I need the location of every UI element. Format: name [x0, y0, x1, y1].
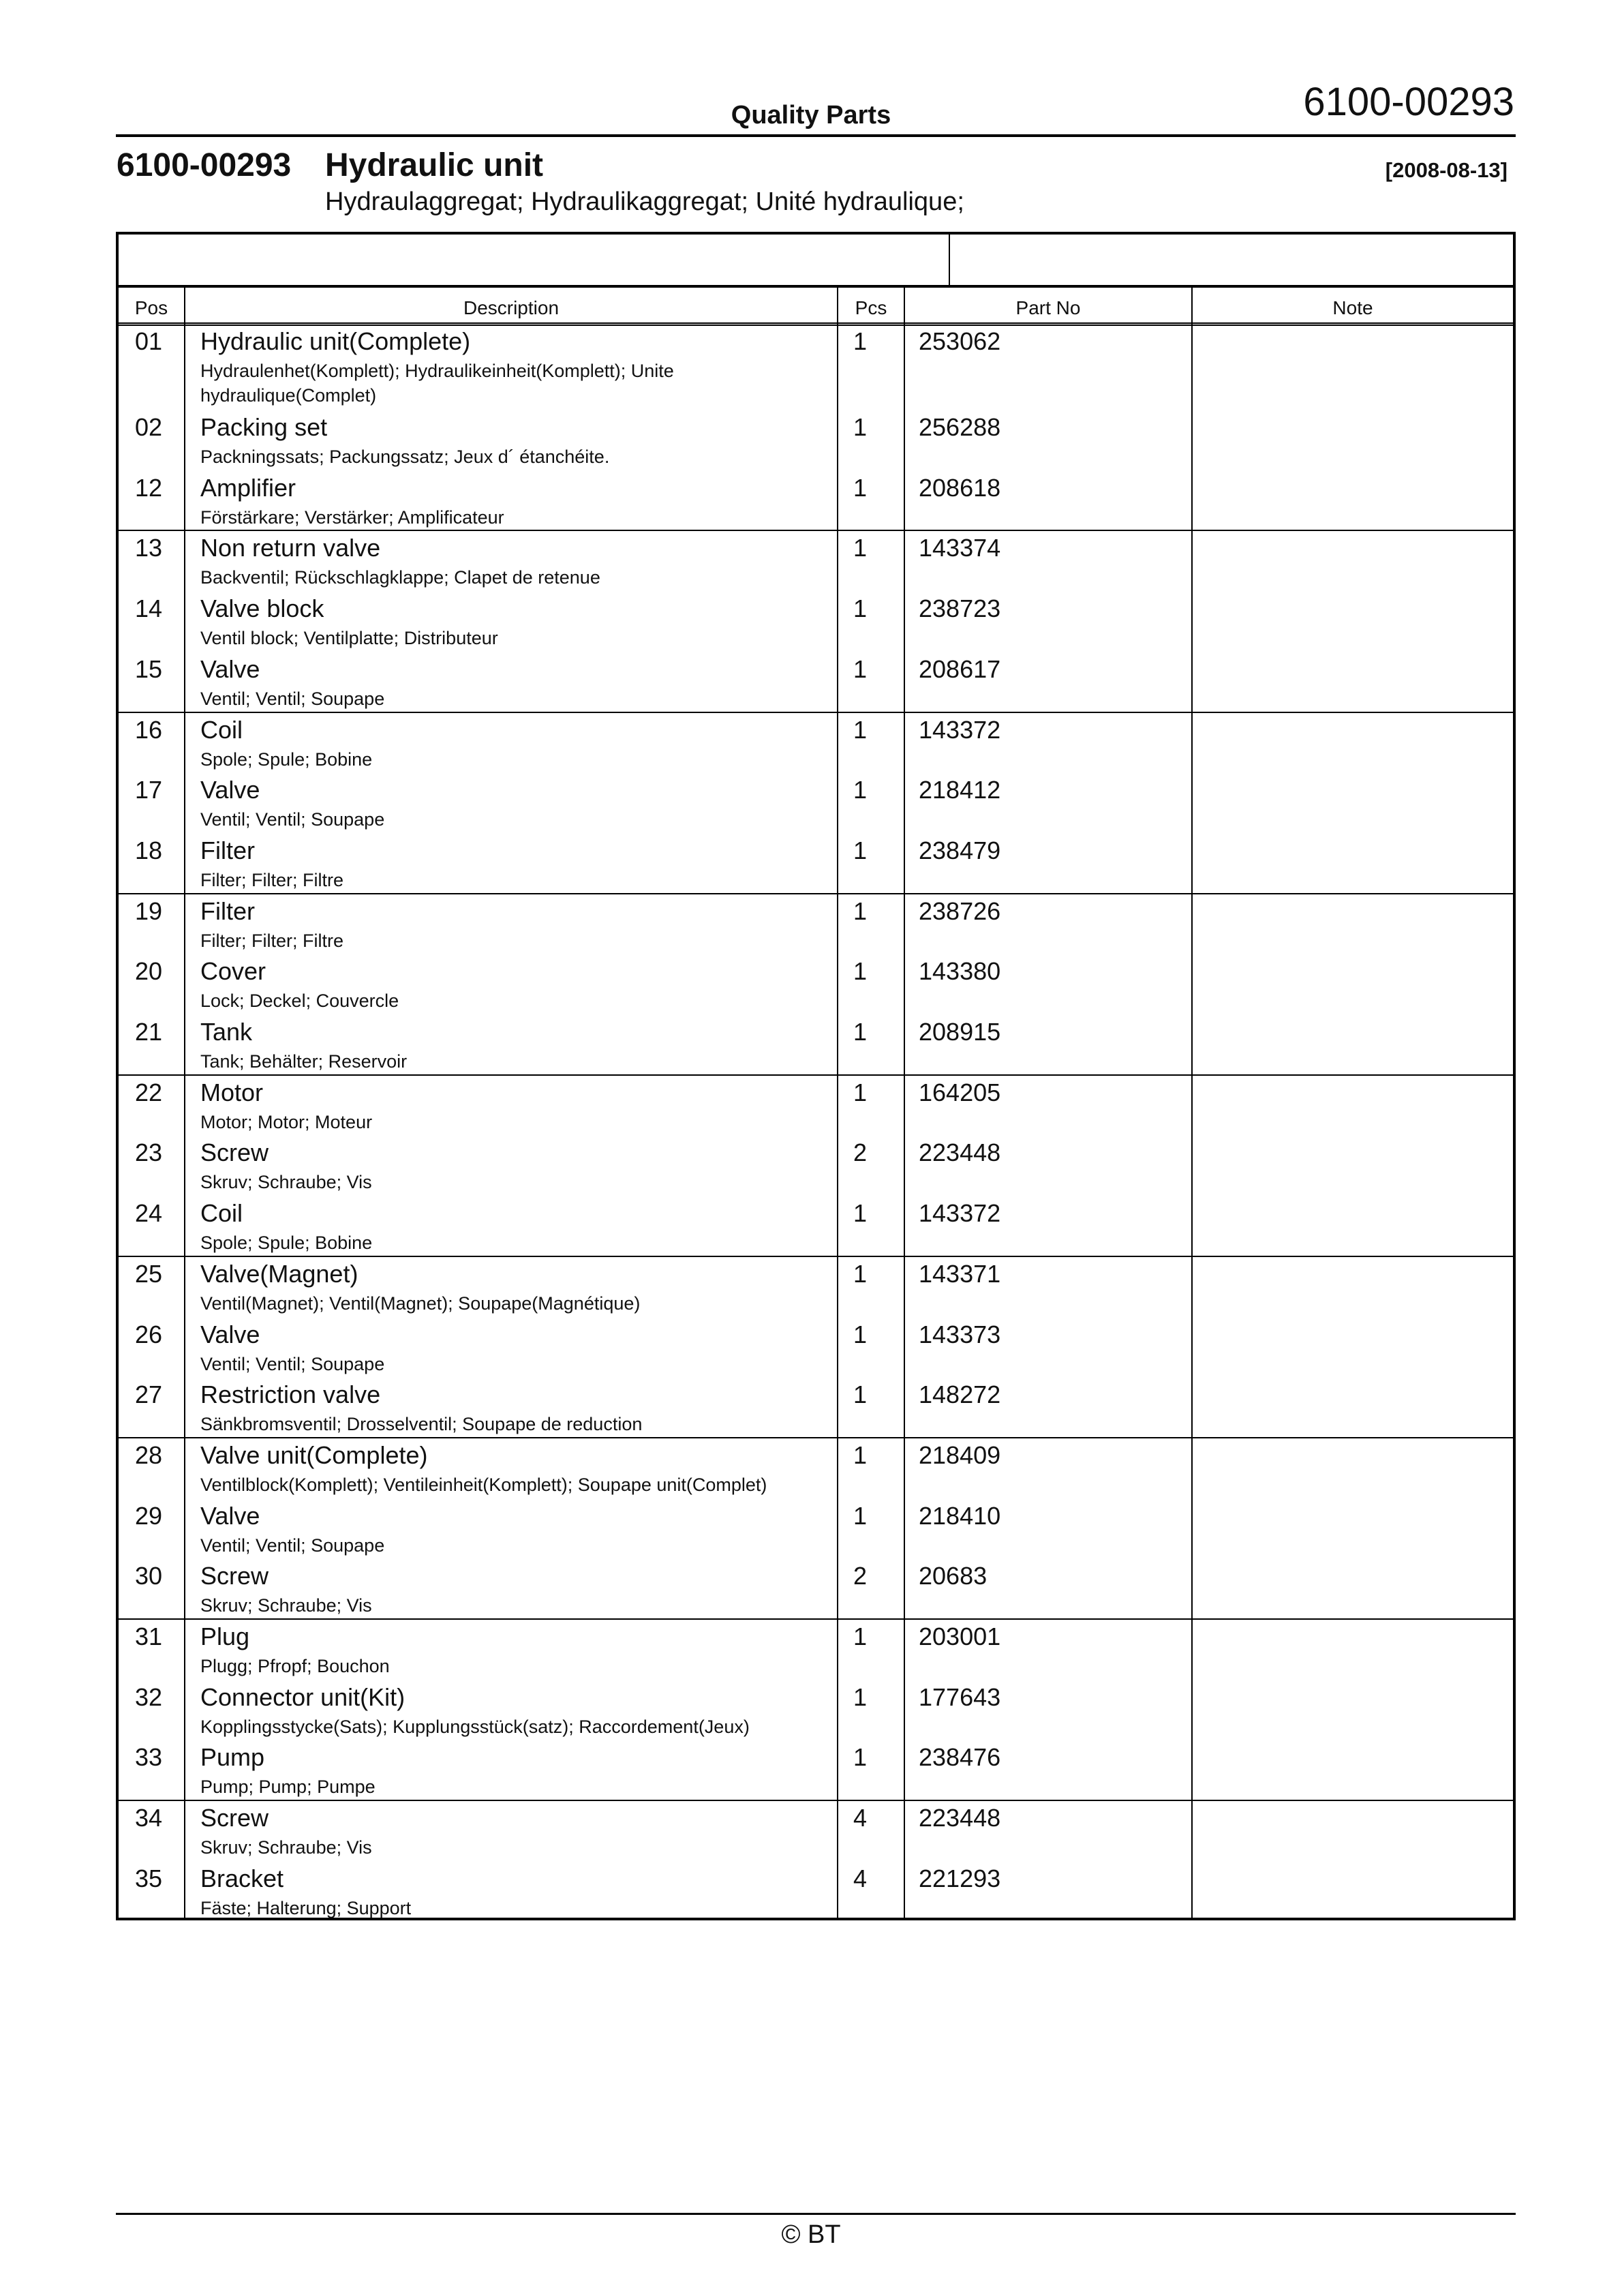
row-part-no: 218409	[919, 1440, 1001, 1469]
group-divider	[119, 893, 1513, 894]
assembly-number: 6100-00293	[117, 147, 292, 183]
row-part-no: 208915	[919, 1018, 1001, 1046]
row-part-no: 238723	[919, 594, 1001, 623]
row-description: Pump	[200, 1743, 265, 1772]
row-pos: 28	[135, 1440, 163, 1469]
page-header-title: Quality Parts	[731, 101, 891, 130]
footer-rule	[116, 2213, 1516, 2215]
row-translations: Ventilblock(Komplett); Ventileinheit(Komplett); Soupape unit(Complet)	[200, 1474, 767, 1495]
row-part-no: 143372	[919, 715, 1001, 744]
row-part-no: 256288	[919, 413, 1001, 441]
row-pos: 20	[135, 957, 163, 986]
row-translations: Skruv; Schraube; Vis	[200, 1837, 372, 1858]
column-header-row	[119, 285, 1513, 326]
row-translations: Packningssats; Packungssatz; Jeux d´ étanchéite.	[200, 447, 610, 467]
table-row	[119, 1016, 1513, 1076]
row-translations: Förstärkare; Verstärker; Amplificateur	[200, 507, 504, 528]
table-row	[119, 896, 1513, 956]
row-description: Valve(Magnet)	[200, 1259, 358, 1288]
row-part-no: 208618	[919, 473, 1001, 502]
table-row	[119, 1258, 1513, 1318]
row-translations: Ventil; Ventil; Soupape	[200, 688, 385, 709]
row-pcs: 2	[853, 1562, 868, 1590]
row-translations: Filter; Filter; Filtre	[200, 930, 344, 951]
row-description: Valve	[200, 1501, 260, 1530]
col-header-pcs: Pcs	[855, 297, 887, 318]
row-part-no: 218410	[919, 1501, 1001, 1530]
row-description: Filter	[200, 896, 255, 925]
row-description: Motor	[200, 1078, 264, 1106]
row-pos: 34	[135, 1804, 163, 1832]
row-pos: 25	[135, 1259, 163, 1288]
table-row	[119, 654, 1513, 714]
row-pos: 17	[135, 776, 163, 804]
row-part-no: 238479	[919, 836, 1001, 864]
row-pcs: 1	[853, 1743, 868, 1772]
row-pcs: 1	[853, 1078, 868, 1106]
table-row	[119, 412, 1513, 472]
row-pcs: 1	[853, 1440, 868, 1469]
row-pos: 32	[135, 1682, 163, 1711]
row-pcs: 1	[853, 1320, 868, 1348]
row-pos: 14	[135, 594, 163, 623]
col-header-note: Note	[1332, 297, 1373, 318]
row-translations: Hydraulenhet(Komplett); Hydraulikeinheit(Komplett); Unite hydraulique(Complet)	[200, 361, 674, 406]
table-top-box	[119, 235, 1513, 288]
row-pos: 01	[135, 327, 163, 355]
row-description: Coil	[200, 715, 243, 744]
row-pcs: 1	[853, 473, 868, 502]
table-row	[119, 1621, 1513, 1681]
row-description: Valve block	[200, 594, 324, 623]
row-part-no: 164205	[919, 1078, 1001, 1106]
row-pos: 30	[135, 1562, 163, 1590]
row-description: Screw	[200, 1804, 269, 1832]
table-row	[119, 532, 1513, 592]
row-pos: 35	[135, 1864, 163, 1892]
group-divider	[119, 1074, 1513, 1076]
row-part-no: 143373	[919, 1320, 1001, 1348]
col-header-description: Description	[463, 297, 560, 318]
top-box-divider	[949, 235, 950, 285]
row-part-no: 221293	[919, 1864, 1001, 1892]
row-description: Valve	[200, 1320, 260, 1348]
row-pcs: 1	[853, 1622, 868, 1650]
group-divider	[119, 712, 1513, 713]
row-pos: 23	[135, 1138, 163, 1167]
row-description: Bracket	[200, 1864, 284, 1892]
row-pos: 29	[135, 1501, 163, 1530]
row-translations: Skruv; Schraube; Vis	[200, 1595, 372, 1616]
col-header-pos: Pos	[134, 297, 168, 318]
row-translations: Lock; Deckel; Couvercle	[200, 991, 399, 1012]
row-translations: Spole; Spule; Bobine	[200, 1233, 373, 1254]
row-description: Screw	[200, 1562, 269, 1590]
table-row	[119, 835, 1513, 895]
group-divider	[119, 1618, 1513, 1620]
row-pos: 24	[135, 1199, 163, 1228]
row-description: Coil	[200, 1199, 243, 1228]
row-pos: 31	[135, 1622, 163, 1650]
row-translations: Plugg; Pfropf; Bouchon	[200, 1656, 390, 1676]
group-divider	[119, 1256, 1513, 1257]
row-part-no: 223448	[919, 1138, 1001, 1167]
row-pos: 13	[135, 534, 163, 562]
group-divider	[119, 1800, 1513, 1801]
row-description: Restriction valve	[200, 1380, 381, 1409]
row-pos: 22	[135, 1078, 163, 1106]
row-description: Hydraulic unit(Complete)	[200, 327, 471, 355]
row-pcs: 1	[853, 1199, 868, 1228]
row-pcs: 1	[853, 1682, 868, 1711]
table-row	[119, 1500, 1513, 1560]
row-translations: Ventil; Ventil; Soupape	[200, 809, 385, 830]
row-translations: Fäste; Halterung; Support	[200, 1897, 412, 1918]
row-pos: 15	[135, 654, 163, 683]
row-pcs: 1	[853, 836, 868, 864]
footer-copyright: © BT	[781, 2220, 841, 2249]
row-translations: Skruv; Schraube; Vis	[200, 1172, 372, 1193]
row-pcs: 1	[853, 1259, 868, 1288]
row-pos: 21	[135, 1018, 163, 1046]
assembly-date: [2008-08-13]	[1385, 158, 1508, 182]
row-translations: Sänkbromsventil; Drosselventil; Soupape de reduction	[200, 1414, 643, 1435]
table-row	[119, 1440, 1513, 1500]
row-pos: 02	[135, 413, 163, 441]
col-header-part-no: Part No	[1015, 297, 1081, 318]
row-pos: 26	[135, 1320, 163, 1348]
row-part-no: 223448	[919, 1804, 1001, 1832]
row-pos: 16	[135, 715, 163, 744]
row-pcs: 1	[853, 534, 868, 562]
row-description: Valve	[200, 776, 260, 804]
row-description: Screw	[200, 1138, 269, 1167]
assembly-translations: Hydraulaggregat; Hydraulikaggregat; Unité hydraulique;	[325, 187, 964, 216]
row-pcs: 4	[853, 1864, 868, 1892]
table-row	[119, 714, 1513, 774]
table-row	[119, 774, 1513, 834]
row-description: Amplifier	[200, 473, 296, 502]
table-row	[119, 1560, 1513, 1620]
row-description: Connector unit(Kit)	[200, 1682, 406, 1711]
group-divider	[119, 530, 1513, 531]
row-pcs: 1	[853, 327, 868, 355]
table-row	[119, 1198, 1513, 1258]
table-row	[119, 956, 1513, 1016]
row-translations: Motor; Motor; Moteur	[200, 1111, 373, 1132]
row-translations: Backventil; Rückschlagklappe; Clapet de retenue	[200, 567, 600, 588]
row-part-no: 218412	[919, 776, 1001, 804]
assembly-name: Hydraulic unit	[325, 147, 544, 183]
page-header-number: 6100-00293	[1303, 80, 1514, 124]
row-description: Non return valve	[200, 534, 381, 562]
table-row	[119, 1379, 1513, 1439]
table-row	[119, 1742, 1513, 1802]
row-pos: 27	[135, 1380, 163, 1409]
row-description: Plug	[200, 1622, 250, 1650]
group-divider	[119, 1437, 1513, 1438]
row-pcs: 1	[853, 1018, 868, 1046]
row-pos: 19	[135, 896, 163, 925]
row-part-no: 238726	[919, 896, 1001, 925]
table-row	[119, 593, 1513, 653]
row-translations: Spole; Spule; Bobine	[200, 749, 373, 770]
table-row	[119, 472, 1513, 532]
row-part-no: 238476	[919, 1743, 1001, 1772]
row-pcs: 1	[853, 957, 868, 986]
header-rule	[116, 134, 1516, 137]
row-pcs: 1	[853, 654, 868, 683]
row-description: Valve	[200, 654, 260, 683]
row-part-no: 253062	[919, 327, 1001, 355]
row-translations: Tank; Behälter; Reservoir	[200, 1051, 408, 1072]
row-translations: Filter; Filter; Filtre	[200, 869, 344, 890]
table-row	[119, 1077, 1513, 1137]
row-pos: 12	[135, 473, 163, 502]
row-translations: Ventil; Ventil; Soupape	[200, 1353, 385, 1374]
row-pcs: 2	[853, 1138, 868, 1167]
row-pcs: 1	[853, 413, 868, 441]
table-row	[119, 1682, 1513, 1742]
row-part-no: 20683	[919, 1562, 988, 1590]
row-translations: Ventil(Magnet); Ventil(Magnet); Soupape(Magnétique)	[200, 1293, 641, 1314]
row-part-no: 143374	[919, 534, 1001, 562]
row-part-no: 143372	[919, 1199, 1001, 1228]
row-description: Tank	[200, 1018, 253, 1046]
row-pcs: 1	[853, 1501, 868, 1530]
row-pos: 18	[135, 836, 163, 864]
row-translations: Kopplingsstycke(Sats); Kupplungsstück(satz); Raccordement(Jeux)	[200, 1716, 750, 1737]
row-translations: Ventil block; Ventilplatte; Distributeur	[200, 628, 498, 649]
row-description: Packing set	[200, 413, 328, 441]
row-part-no: 203001	[919, 1622, 1001, 1650]
table-row	[119, 1802, 1513, 1862]
row-pcs: 1	[853, 1380, 868, 1409]
row-pcs: 1	[853, 594, 868, 623]
row-pcs: 1	[853, 776, 868, 804]
row-part-no: 148272	[919, 1380, 1001, 1409]
row-part-no: 143371	[919, 1259, 1001, 1288]
row-pos: 33	[135, 1743, 163, 1772]
row-part-no: 208617	[919, 654, 1001, 683]
table-row	[119, 1137, 1513, 1197]
row-part-no: 177643	[919, 1682, 1001, 1711]
row-part-no: 143380	[919, 957, 1001, 986]
row-pcs: 1	[853, 896, 868, 925]
table-row	[119, 1319, 1513, 1379]
row-translations: Ventil; Ventil; Soupape	[200, 1535, 385, 1556]
row-pcs: 1	[853, 715, 868, 744]
row-description: Valve unit(Complete)	[200, 1440, 428, 1469]
row-pcs: 4	[853, 1804, 868, 1832]
table-row	[119, 1863, 1513, 1923]
row-translations: Pump; Pump; Pumpe	[200, 1777, 376, 1798]
parts-table	[116, 232, 1516, 1920]
row-description: Cover	[200, 957, 266, 986]
table-row	[119, 326, 1513, 406]
row-description: Filter	[200, 836, 255, 864]
